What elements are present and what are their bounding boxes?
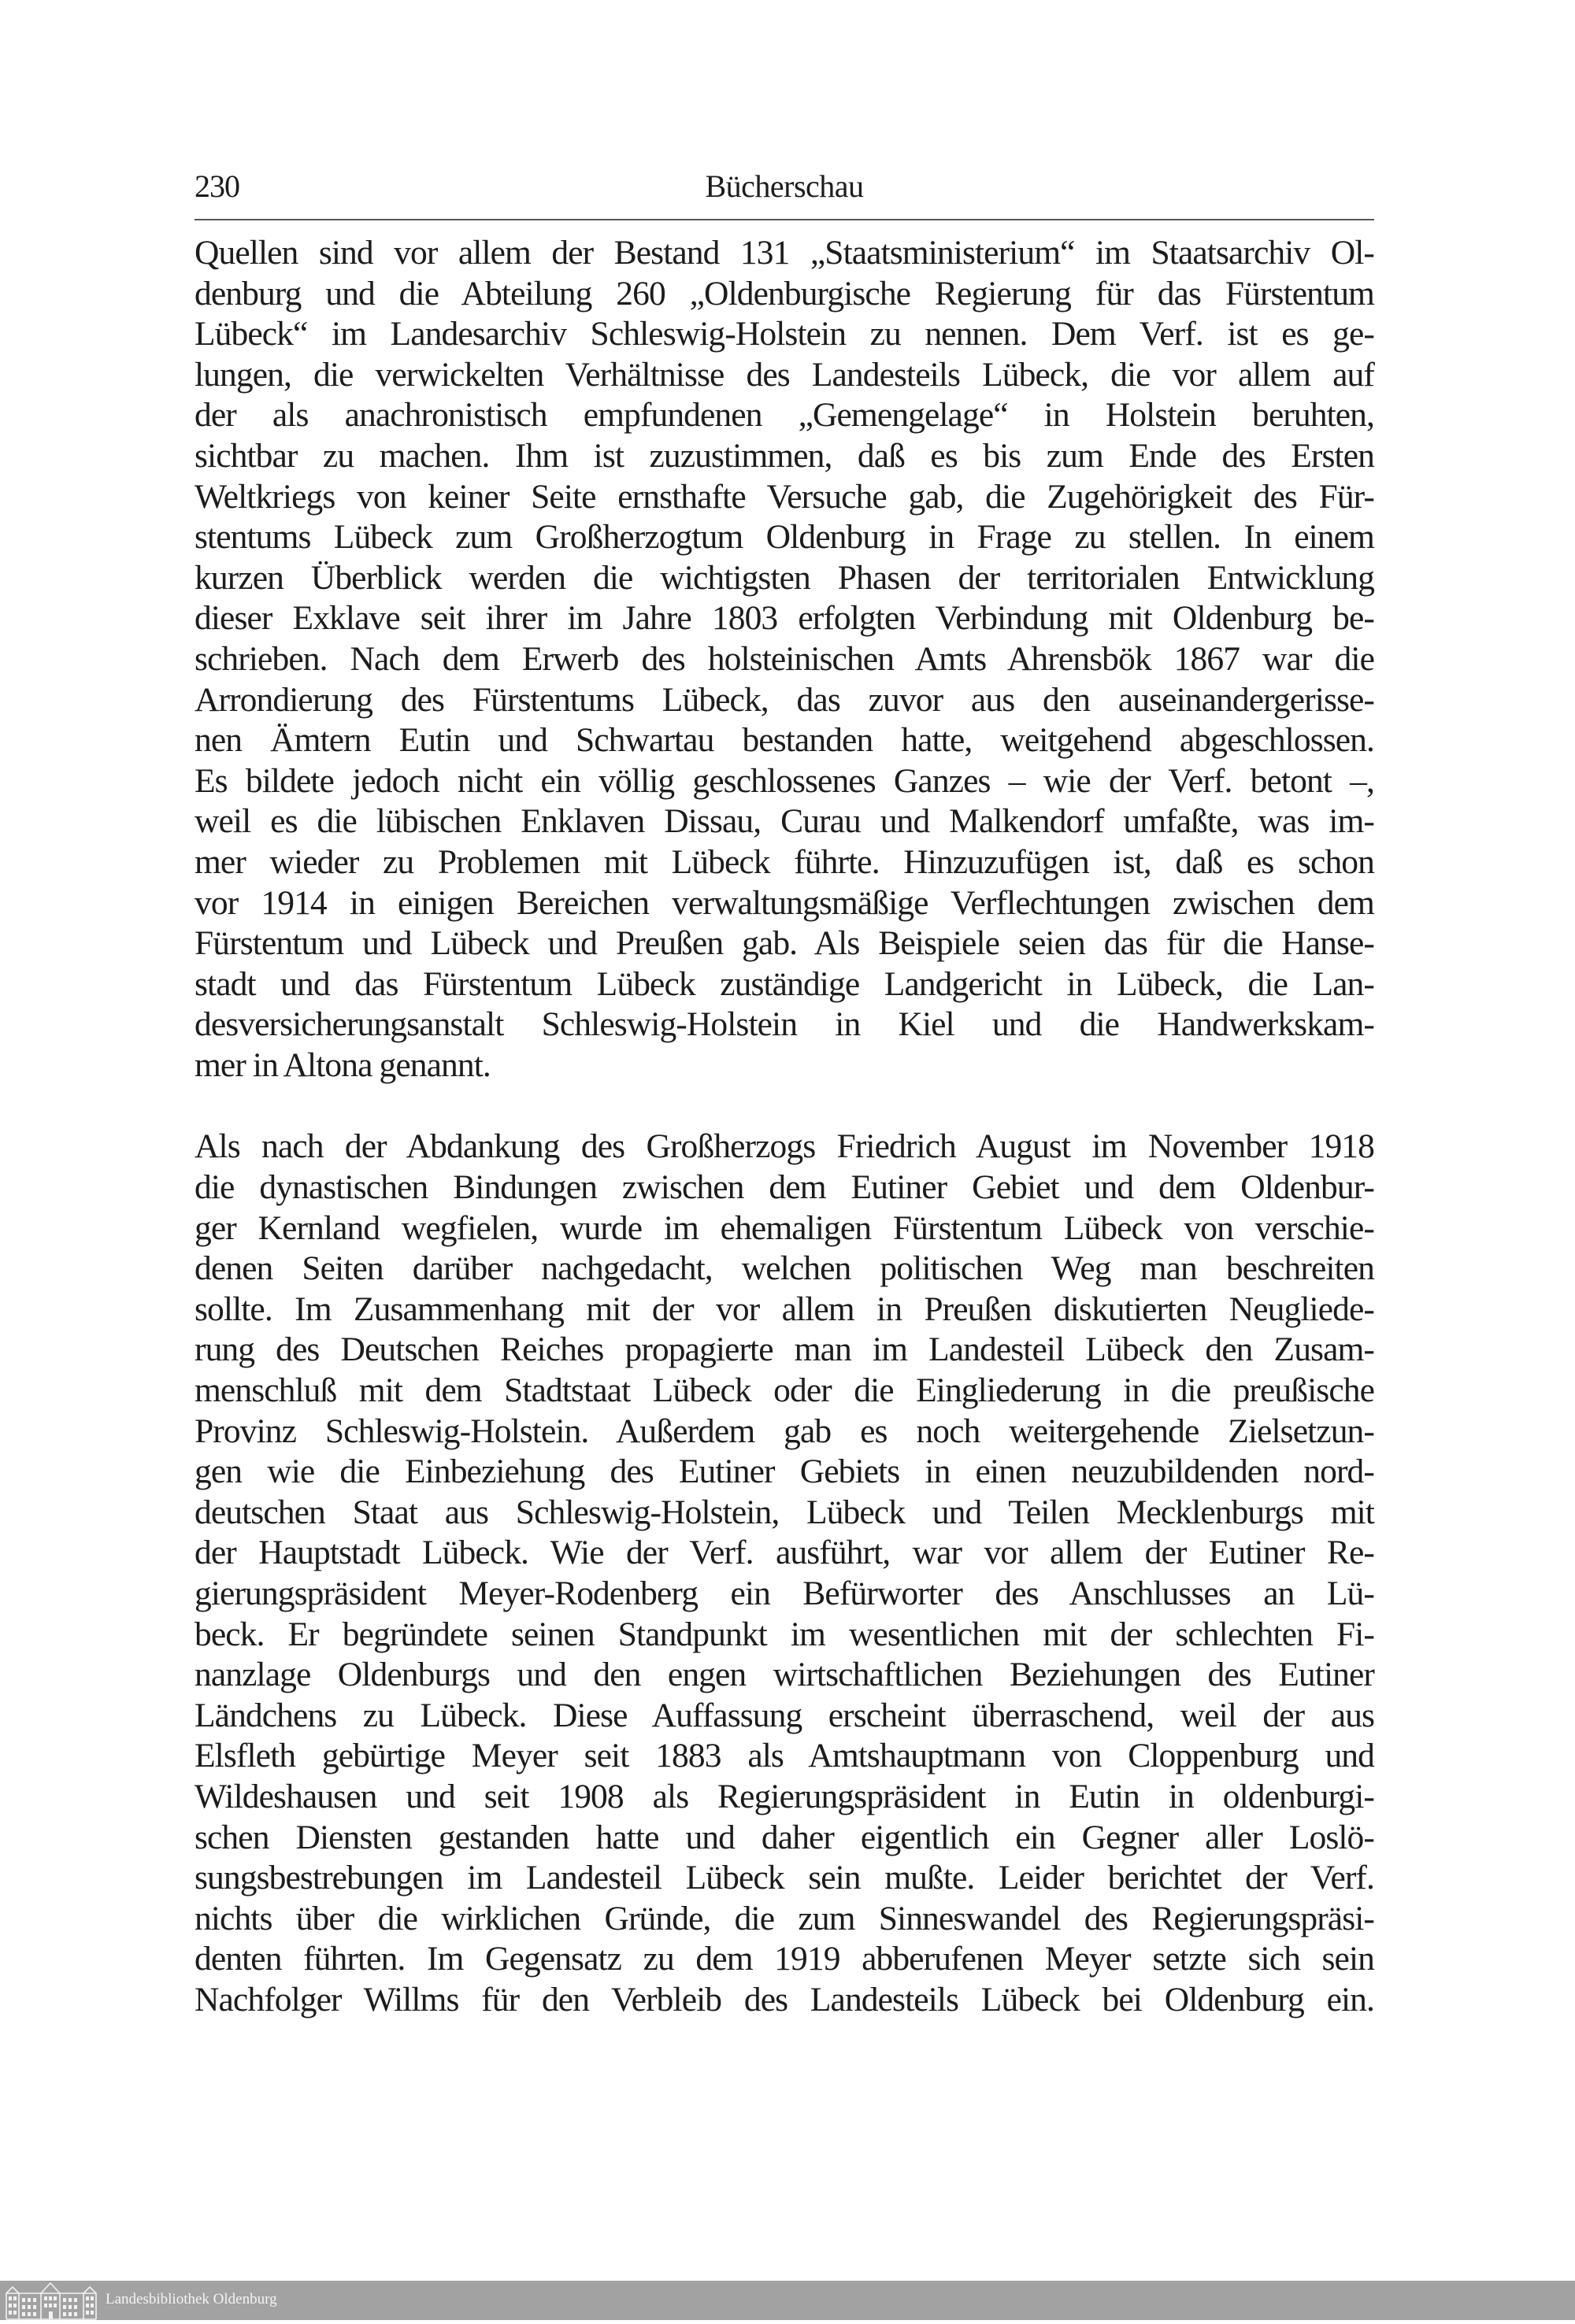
text-line: lungen, die verwickelten Verhältnisse des Landesteils Lübeck, die vor allem auf (195, 355, 1374, 394)
text-line: Elsfleth gebürtige Meyer seit 1883 als Amtshauptmann von Cloppenburg und (195, 1737, 1374, 1775)
text-line: Quellen sind vor allem der Bestand 131 „Staatsministerium“ im Staatsarchiv Ol- (195, 234, 1374, 272)
text-line: Ländchens zu Lübeck. Diese Auffassung erscheint überraschend, weil der aus (195, 1696, 1374, 1734)
text-line: stentums Lübeck zum Großherzogtum Oldenburg in Frage zu stellen. In einem (195, 518, 1374, 557)
text-line: schrieben. Nach dem Erwerb des holsteinischen Amts Ahrensbök 1867 war die (195, 639, 1374, 678)
text-line: nichts über die wirklichen Gründe, die zum Sinneswandel des Regierungspräsi- (195, 1899, 1374, 1937)
text-line: Lübeck“ im Landesarchiv Schleswig-Holstein zu nennen. Dem Verf. ist es ge- (195, 315, 1374, 353)
text-line: desversicherungsanstalt Schleswig-Holstein in Kiel und die Handwerkskam- (195, 1005, 1374, 1044)
body-text (195, 233, 1374, 2021)
text-line: denen Seiten darüber nachgedacht, welchen politischen Weg man beschreiten (195, 1249, 1374, 1288)
text-line: gierungspräsident Meyer-Rodenberg ein Befürworter des Anschlusses an Lü- (195, 1575, 1374, 1612)
text-line: stadt und das Fürstentum Lübeck zuständige Landgericht in Lübeck, die Lan- (195, 964, 1374, 1003)
text-line: deutschen Staat aus Schleswig-Holstein, Lübeck und Teilen Mecklenburgs mit (195, 1493, 1374, 1531)
text-line: Als nach der Abdankung des Großherzogs Friedrich August im November 1918 (195, 1127, 1374, 1166)
text-line: sichtbar zu machen. Ihm ist zuzustimmen, daß es bis zum Ende des Ersten (195, 436, 1374, 475)
text-line: mer in Altona genannt. (195, 1045, 491, 1084)
text-line: mer wieder zu Problemen mit Lübeck führte. Hinzuzufügen ist, daß es schon (195, 842, 1374, 881)
text-line: nanzlage Oldenburgs und den engen wirtschaftlichen Beziehungen des Eutiner (195, 1656, 1374, 1694)
running-title: Bücherschau (705, 168, 864, 204)
page-number: 230 (195, 168, 239, 204)
text-line: ger Kernland wegfielen, wurde im ehemaligen Fürstentum Lübeck von verschie- (195, 1208, 1374, 1247)
text-line: Wildeshausen und seit 1908 als Regierungspräsident in Eutin in oldenburgi- (195, 1777, 1374, 1815)
header-rule (195, 219, 1374, 220)
footer-library-name: Landesbibliothek Oldenburg (106, 2291, 277, 2307)
text-line: die dynastischen Bindungen zwischen dem Eutiner Gebiet und dem Oldenbur- (195, 1168, 1374, 1207)
text-line: sungsbestrebungen im Landesteil Lübeck sein mußte. Leider berichtet der Verf. (195, 1859, 1374, 1897)
text-line: Provinz Schleswig-Holstein. Außerdem gab es noch weitergehende Zielsetzun- (195, 1412, 1374, 1450)
text-line: weil es die lübischen Enklaven Dissau, Curau und Malkendorf umfaßte, was im- (195, 802, 1374, 841)
text-line: denten führten. Im Gegensatz zu dem 1919 abberufenen Meyer setzte sich sein (195, 1940, 1374, 1978)
text-line: Es bildete jedoch nicht ein völlig geschlossenes Ganzes – wie der Verf. betont –, (195, 761, 1374, 800)
text-line: rung des Deutschen Reiches propagierte man im Landesteil Lübeck den Zusam- (195, 1330, 1374, 1369)
text-line: beck. Er begründete seinen Standpunkt im wesentlichen mit der schlechten Fi- (195, 1615, 1374, 1653)
text-line: Arrondierung des Fürstentums Lübeck, das zuvor aus den auseinandergerisse- (195, 680, 1374, 719)
text-line: kurzen Überblick werden die wichtigsten Phasen der territorialen Entwicklung (195, 558, 1374, 597)
footer-bar (0, 2281, 1575, 2320)
page-header (195, 167, 1374, 206)
paragraph-2 (195, 1127, 1374, 2020)
text-line: denburg und die Abteilung 260 „Oldenburgische Regierung für das Fürstentum (195, 274, 1374, 313)
text-line: dieser Exklave seit ihrer im Jahre 1803 erfolgten Verbindung mit Oldenburg be- (195, 599, 1374, 638)
text-line: gen wie die Einbeziehung des Eutiner Gebiets in einen neuzubildenden nord- (195, 1452, 1374, 1491)
paragraph-1 (195, 233, 1374, 1086)
text-line: der als anachronistisch empfundenen „Gemengelage“ in Holstein beruhten, (195, 396, 1374, 435)
text-line: der Hauptstadt Lübeck. Wie der Verf. ausführt, war vor allem der Eutiner Re- (195, 1534, 1374, 1572)
text-line: Fürstentum und Lübeck und Preußen gab. Als Beispiele seien das für die Hanse- (195, 924, 1374, 963)
text-line: schen Diensten gestanden hatte und daher eigentlich ein Gegner aller Loslö- (195, 1818, 1374, 1856)
library-building-icon (5, 2281, 98, 2320)
text-line: nen Ämtern Eutin und Schwartau bestanden hatte, weitgehend abgeschlossen. (195, 721, 1374, 760)
text-line: vor 1914 in einigen Bereichen verwaltungsmäßige Verflechtungen zwischen dem (195, 883, 1374, 922)
text-line: Nachfolger Willms für den Verbleib des Landesteils Lübeck bei Oldenburg ein. (195, 1980, 1374, 2019)
text-line: menschluß mit dem Stadtstaat Lübeck oder die Eingliederung in die preußische (195, 1371, 1374, 1410)
text-line: Weltkriegs von keiner Seite ernsthafte Versuche gab, die Zugehörigkeit des Für- (195, 477, 1374, 516)
text-line: sollte. Im Zusammenhang mit der vor allem in Preußen diskutierten Neugliede- (195, 1290, 1374, 1328)
paragraph-gap (195, 1086, 1374, 1127)
